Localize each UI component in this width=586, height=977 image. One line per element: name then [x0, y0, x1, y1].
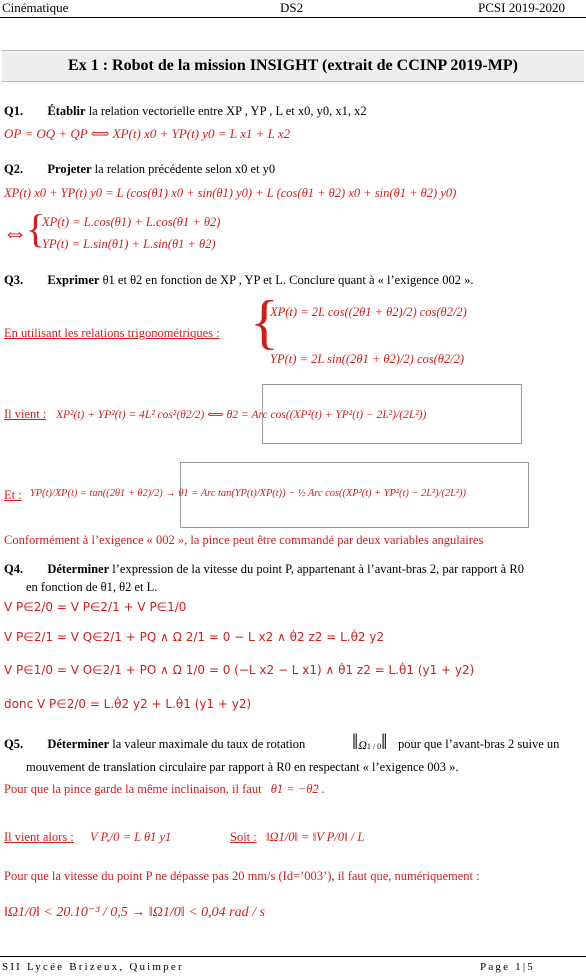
q3-et-label: Et : — [4, 488, 22, 502]
q3-label: Q3. — [4, 273, 24, 287]
q1-verb: Établir — [47, 104, 86, 118]
q4-text: l’expression de la vitesse du point P, appartenant à l’avant-bras 2, par rapport à R0 — [109, 562, 524, 576]
header-left: Cinématique — [2, 0, 69, 15]
q5-omega-norm: ‖Ω1 / 0‖ — [352, 729, 388, 754]
q4-verb: Déterminer — [47, 562, 110, 576]
q4-eq4: donc V P∈2/0 = L.θ̇2 y2 + L.θ̇1 (y1 + y2) — [4, 697, 252, 711]
system-brace: { — [26, 206, 46, 251]
q5-label: Q5. — [4, 737, 24, 751]
q4-eq3: V P∈1/0 = V O∈2/1 + PO ∧ Ω 1/0 = 0 (−L x2 − L x1) ∧ θ̇1 z2 = L.θ̇1 (y1 + y2) — [4, 663, 475, 677]
q2-question — [4, 162, 275, 177]
q4-eq1: V P∈2/0 = V P∈2/1 + V P∈1/0 — [4, 600, 187, 614]
q2-verb: Projeter — [47, 162, 92, 176]
q3-et-eq: YP(t)/XP(t) = tan((2θ1 + θ2)/2) → θ1 = Arc tan(YP(t)/XP(t)) − ½ Arc cos((XP²(t) + YP²(t) − 2L²)/(2L²)) — [30, 488, 466, 499]
footer-rule — [0, 956, 586, 957]
q4-question — [4, 562, 524, 577]
q5-red1 — [4, 782, 325, 797]
q2-sys2: YP(t) = L.sin(θ1) + L.sin(θ1 + θ2) — [42, 237, 216, 251]
q4-label: Q4. — [4, 562, 24, 576]
q2-label: Q2. — [4, 162, 24, 176]
q5-verb: Déterminer — [47, 737, 110, 751]
q3-text: θ1 et θ2 en fonction de XP , YP et L. Conclure quant à « l’exigence 002 ». — [99, 273, 474, 287]
q4-eq2: V P∈2/1 = V Q∈2/1 + PQ ∧ Ω 2/1 = 0 − L x2 ∧ θ̇2 z2 = L.θ̇2 y2 — [4, 630, 385, 644]
q5-vient-label: Il vient alors : — [4, 830, 74, 844]
q1-label: Q1. — [4, 104, 24, 118]
q5-red2: Pour que la vitesse du point P ne dépasse pas 20 mm/s (Id=’003’), il faut que, numériquement : — [4, 869, 480, 883]
q2-text: la relation précédente selon x0 et y0 — [91, 162, 276, 176]
q1-vars: P , YP , L et x0, y0, x1, x2 — [235, 104, 367, 118]
q5-vient-eq: V P,/0 = L θ̇1 y1 — [90, 830, 172, 844]
q3-verb: Exprimer — [47, 273, 100, 287]
q3-brace: { — [250, 289, 279, 355]
q3-eqA: XP(t) = 2L cos((2θ1 + θ2)/2) cos(θ2/2) — [270, 305, 467, 319]
q4-text2: en fonction de θ1, θ2 et L. — [26, 580, 158, 594]
q2-sys1: XP(t) = L.cos(θ1) + L.cos(θ1 + θ2) — [42, 215, 221, 229]
footer-right: Page 1|5 — [480, 961, 535, 973]
q1-answer: OP = OQ + QP ⟺ XP(t) x0 + YP(t) y0 = L x1 + L x2 — [4, 126, 291, 141]
q3-eqB: YP(t) = 2L sin((2θ1 + θ2)/2) cos(θ2/2) — [270, 352, 465, 366]
equiv-symbol: ⇔ — [2, 218, 28, 247]
footer-left: SII Lycée Brizeux, Quimper — [2, 961, 184, 973]
header-right: PCSI 2019-2020 — [478, 0, 566, 15]
q3-question — [4, 273, 473, 288]
q2-line1: XP(t) x0 + YP(t) y0 = L (cos(θ1) x0 + sin(θ1) y0) + L (cos(θ1 + θ2) x0 + sin(θ1 + θ2) y0) — [4, 186, 457, 200]
q5-question — [4, 737, 305, 752]
q5-red1-text: Pour que la pince garde la même inclinaison, il faut — [4, 782, 262, 796]
q5-final-eq: ‖Ω1/0‖ < 20.10⁻³ / 0,5 → ‖Ω1/0‖ < 0,04 rad / s — [4, 905, 265, 920]
q3-trig-label: En utilisant les relations trigonométriques : — [4, 326, 220, 340]
q3-conclusion: Conformément à l’exigence « 002 », la pince peut être commandé par deux variables angulaires — [4, 533, 484, 547]
q3-vient-label: Il vient : — [4, 407, 47, 421]
q1-text: la relation vectorielle entre X — [85, 104, 236, 118]
exercise-title: Ex 1 : Robot de la mission INSIGHT (extrait de CCINP 2019-MP) — [68, 57, 518, 74]
header-center: DS2 — [280, 0, 304, 15]
q5-text-b: pour que l’avant-bras 2 suive un — [398, 737, 560, 751]
q1-question — [4, 104, 367, 119]
q3-vient-eq: XP²(t) + YP²(t) = 4L² cos²(θ2/2) ⟺ θ2 = Arc cos((XP²(t) + YP²(t) − 2L²)/(2L²)) — [56, 409, 427, 421]
q5-text: la valeur maximale du taux de rotation — [109, 737, 306, 751]
q5-soit-eq: ‖Ω1/0‖ = ‖V P/0‖ / L — [266, 830, 365, 844]
q5-text2: mouvement de translation circulaire par rapport à R0 en respectant « l’exigence 003 ». — [26, 760, 459, 774]
q5-red1-eq: θ̇1 = −θ̇2 . — [270, 782, 325, 796]
header-rule — [0, 17, 586, 18]
q5-soit-label: Soit : — [230, 830, 257, 844]
